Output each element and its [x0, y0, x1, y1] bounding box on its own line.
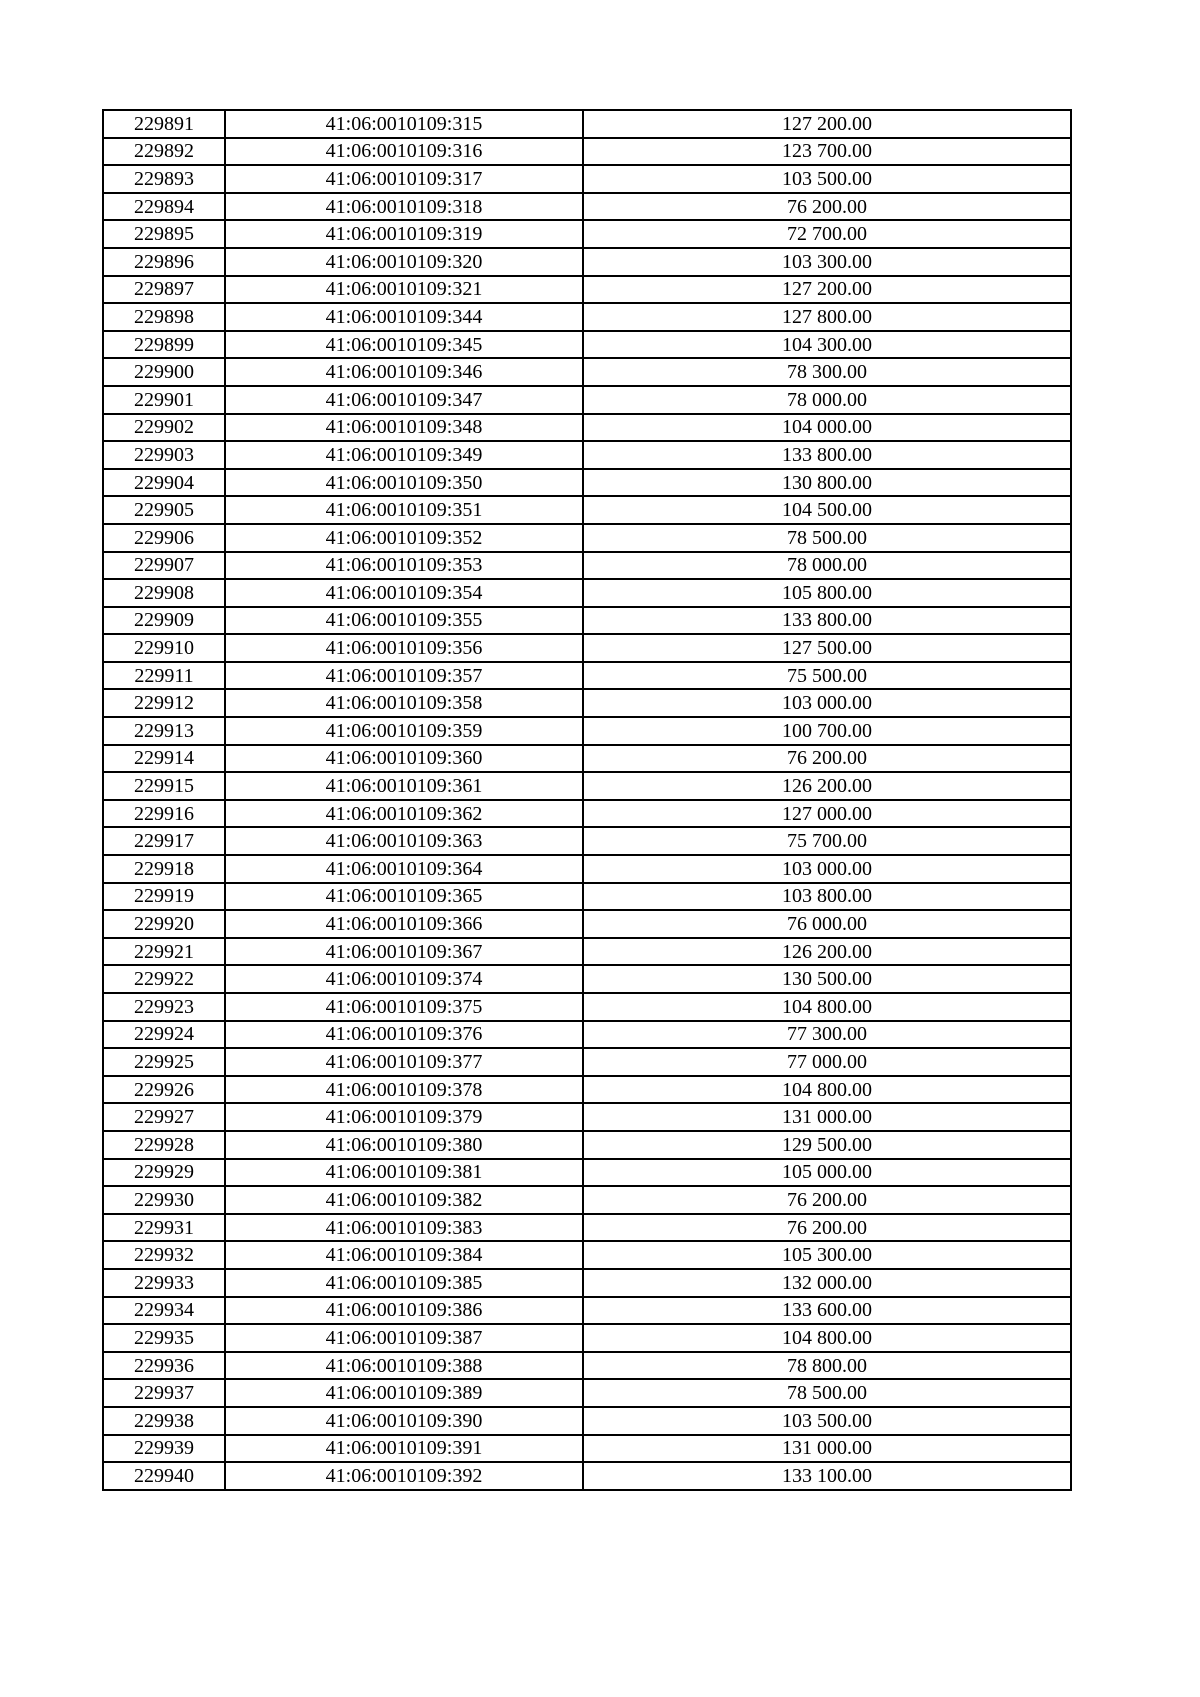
cadastral-number-cell: 41:06:0010109:382 — [225, 1186, 583, 1214]
cadastral-number-cell: 41:06:0010109:346 — [225, 358, 583, 386]
table-row — [103, 1435, 1071, 1463]
table-row — [103, 1159, 1071, 1187]
cadastral-number-cell: 41:06:0010109:316 — [225, 138, 583, 166]
cadastral-number-cell: 41:06:0010109:358 — [225, 689, 583, 717]
cadastral-value-cell: 127 000.00 — [583, 800, 1071, 828]
cadastral-value-cell: 103 300.00 — [583, 248, 1071, 276]
cadastral-number-cell: 41:06:0010109:383 — [225, 1214, 583, 1242]
table-row — [103, 524, 1071, 552]
cadastral-number-cell: 41:06:0010109:315 — [225, 110, 583, 138]
cadastral-number-cell: 41:06:0010109:347 — [225, 386, 583, 414]
cadastral-value-cell: 123 700.00 — [583, 138, 1071, 166]
table-body — [103, 110, 1071, 1490]
table-row — [103, 1214, 1071, 1242]
cadastral-number-cell: 41:06:0010109:348 — [225, 414, 583, 442]
cadastral-number-cell: 41:06:0010109:378 — [225, 1076, 583, 1104]
table-row — [103, 662, 1071, 690]
cadastral-number-cell: 41:06:0010109:319 — [225, 220, 583, 248]
cadastral-value-cell: 78 300.00 — [583, 358, 1071, 386]
cadastral-value-cell: 77 300.00 — [583, 1021, 1071, 1049]
cadastral-number-cell: 41:06:0010109:374 — [225, 965, 583, 993]
cadastral-value-cell: 78 000.00 — [583, 386, 1071, 414]
row-number-cell: 229898 — [103, 303, 225, 331]
cadastral-number-cell: 41:06:0010109:386 — [225, 1297, 583, 1325]
row-number-cell: 229915 — [103, 772, 225, 800]
cadastral-value-cell: 76 200.00 — [583, 193, 1071, 221]
cadastral-number-cell: 41:06:0010109:355 — [225, 607, 583, 635]
cadastral-number-cell: 41:06:0010109:366 — [225, 910, 583, 938]
row-number-cell: 229923 — [103, 993, 225, 1021]
row-number-cell: 229931 — [103, 1214, 225, 1242]
table-row — [103, 827, 1071, 855]
row-number-cell: 229935 — [103, 1324, 225, 1352]
row-number-cell: 229908 — [103, 579, 225, 607]
row-number-cell: 229906 — [103, 524, 225, 552]
row-number-cell: 229895 — [103, 220, 225, 248]
cadastral-number-cell: 41:06:0010109:360 — [225, 745, 583, 773]
cadastral-number-cell: 41:06:0010109:352 — [225, 524, 583, 552]
table-row — [103, 1048, 1071, 1076]
cadastral-value-cell: 127 200.00 — [583, 110, 1071, 138]
cadastral-value-cell: 105 000.00 — [583, 1159, 1071, 1187]
cadastral-value-cell: 126 200.00 — [583, 772, 1071, 800]
table-row — [103, 441, 1071, 469]
row-number-cell: 229897 — [103, 276, 225, 304]
table-row — [103, 634, 1071, 662]
row-number-cell: 229913 — [103, 717, 225, 745]
table-row — [103, 110, 1071, 138]
cadastral-number-cell: 41:06:0010109:354 — [225, 579, 583, 607]
row-number-cell: 229900 — [103, 358, 225, 386]
row-number-cell: 229929 — [103, 1159, 225, 1187]
cadastral-value-cell: 78 500.00 — [583, 524, 1071, 552]
row-number-cell: 229912 — [103, 689, 225, 717]
table-row — [103, 965, 1071, 993]
cadastral-value-cell: 76 200.00 — [583, 1214, 1071, 1242]
cadastral-value-cell: 103 800.00 — [583, 883, 1071, 911]
cadastral-number-cell: 41:06:0010109:321 — [225, 276, 583, 304]
cadastral-number-cell: 41:06:0010109:345 — [225, 331, 583, 359]
table-row — [103, 772, 1071, 800]
row-number-cell: 229940 — [103, 1462, 225, 1490]
row-number-cell: 229911 — [103, 662, 225, 690]
cadastral-value-cell: 105 300.00 — [583, 1241, 1071, 1269]
table-row — [103, 579, 1071, 607]
row-number-cell: 229927 — [103, 1103, 225, 1131]
cadastral-value-cell: 104 800.00 — [583, 1324, 1071, 1352]
row-number-cell: 229904 — [103, 469, 225, 497]
cadastral-number-cell: 41:06:0010109:389 — [225, 1379, 583, 1407]
cadastral-value-cell: 103 500.00 — [583, 165, 1071, 193]
row-number-cell: 229891 — [103, 110, 225, 138]
table-row — [103, 910, 1071, 938]
table-row — [103, 1103, 1071, 1131]
row-number-cell: 229909 — [103, 607, 225, 635]
row-number-cell: 229901 — [103, 386, 225, 414]
cadastral-number-cell: 41:06:0010109:375 — [225, 993, 583, 1021]
table-row — [103, 1324, 1071, 1352]
cadastral-value-cell: 133 800.00 — [583, 607, 1071, 635]
cadastral-number-cell: 41:06:0010109:317 — [225, 165, 583, 193]
cadastral-number-cell: 41:06:0010109:350 — [225, 469, 583, 497]
cadastral-value-table — [102, 109, 1072, 1491]
cadastral-value-cell: 103 000.00 — [583, 855, 1071, 883]
table-row — [103, 303, 1071, 331]
cadastral-value-cell: 78 000.00 — [583, 552, 1071, 580]
cadastral-number-cell: 41:06:0010109:385 — [225, 1269, 583, 1297]
cadastral-value-cell: 76 200.00 — [583, 1186, 1071, 1214]
table-row — [103, 1076, 1071, 1104]
row-number-cell: 229916 — [103, 800, 225, 828]
cadastral-number-cell: 41:06:0010109:367 — [225, 938, 583, 966]
cadastral-value-cell: 103 500.00 — [583, 1407, 1071, 1435]
row-number-cell: 229905 — [103, 496, 225, 524]
table-row — [103, 1186, 1071, 1214]
table-row — [103, 193, 1071, 221]
row-number-cell: 229894 — [103, 193, 225, 221]
row-number-cell: 229936 — [103, 1352, 225, 1380]
row-number-cell: 229896 — [103, 248, 225, 276]
cadastral-number-cell: 41:06:0010109:387 — [225, 1324, 583, 1352]
row-number-cell: 229933 — [103, 1269, 225, 1297]
table-row — [103, 386, 1071, 414]
row-number-cell: 229893 — [103, 165, 225, 193]
cadastral-value-cell: 129 500.00 — [583, 1131, 1071, 1159]
cadastral-number-cell: 41:06:0010109:364 — [225, 855, 583, 883]
row-number-cell: 229919 — [103, 883, 225, 911]
row-number-cell: 229910 — [103, 634, 225, 662]
cadastral-number-cell: 41:06:0010109:377 — [225, 1048, 583, 1076]
cadastral-number-cell: 41:06:0010109:365 — [225, 883, 583, 911]
table-row — [103, 414, 1071, 442]
cadastral-value-cell: 126 200.00 — [583, 938, 1071, 966]
table-row — [103, 1021, 1071, 1049]
cadastral-number-cell: 41:06:0010109:357 — [225, 662, 583, 690]
row-number-cell: 229903 — [103, 441, 225, 469]
cadastral-value-cell: 72 700.00 — [583, 220, 1071, 248]
row-number-cell: 229922 — [103, 965, 225, 993]
cadastral-value-cell: 104 000.00 — [583, 414, 1071, 442]
row-number-cell: 229939 — [103, 1435, 225, 1463]
cadastral-value-cell: 78 800.00 — [583, 1352, 1071, 1380]
table-row — [103, 607, 1071, 635]
table-row — [103, 745, 1071, 773]
cadastral-number-cell: 41:06:0010109:353 — [225, 552, 583, 580]
cadastral-value-cell: 133 800.00 — [583, 441, 1071, 469]
row-number-cell: 229924 — [103, 1021, 225, 1049]
cadastral-value-cell: 104 300.00 — [583, 331, 1071, 359]
cadastral-number-cell: 41:06:0010109:390 — [225, 1407, 583, 1435]
table-row — [103, 1269, 1071, 1297]
table-row — [103, 938, 1071, 966]
row-number-cell: 229921 — [103, 938, 225, 966]
cadastral-number-cell: 41:06:0010109:344 — [225, 303, 583, 331]
cadastral-number-cell: 41:06:0010109:351 — [225, 496, 583, 524]
table-row — [103, 552, 1071, 580]
table-row — [103, 1379, 1071, 1407]
table-row — [103, 496, 1071, 524]
cadastral-number-cell: 41:06:0010109:381 — [225, 1159, 583, 1187]
table-row — [103, 689, 1071, 717]
table-row — [103, 1352, 1071, 1380]
cadastral-number-cell: 41:06:0010109:376 — [225, 1021, 583, 1049]
table-row — [103, 469, 1071, 497]
row-number-cell: 229918 — [103, 855, 225, 883]
cadastral-number-cell: 41:06:0010109:392 — [225, 1462, 583, 1490]
cadastral-value-cell: 127 200.00 — [583, 276, 1071, 304]
cadastral-number-cell: 41:06:0010109:356 — [225, 634, 583, 662]
cadastral-value-cell: 104 800.00 — [583, 1076, 1071, 1104]
table-row — [103, 248, 1071, 276]
cadastral-number-cell: 41:06:0010109:362 — [225, 800, 583, 828]
table-row — [103, 220, 1071, 248]
table-row — [103, 1462, 1071, 1490]
row-number-cell: 229914 — [103, 745, 225, 773]
cadastral-value-cell: 130 500.00 — [583, 965, 1071, 993]
table-row — [103, 1131, 1071, 1159]
cadastral-value-cell: 78 500.00 — [583, 1379, 1071, 1407]
cadastral-number-cell: 41:06:0010109:363 — [225, 827, 583, 855]
row-number-cell: 229932 — [103, 1241, 225, 1269]
table-row — [103, 1241, 1071, 1269]
cadastral-number-cell: 41:06:0010109:320 — [225, 248, 583, 276]
cadastral-number-cell: 41:06:0010109:318 — [225, 193, 583, 221]
cadastral-number-cell: 41:06:0010109:391 — [225, 1435, 583, 1463]
table-row — [103, 138, 1071, 166]
cadastral-number-cell: 41:06:0010109:384 — [225, 1241, 583, 1269]
row-number-cell: 229907 — [103, 552, 225, 580]
cadastral-value-cell: 76 200.00 — [583, 745, 1071, 773]
table-row — [103, 358, 1071, 386]
cadastral-number-cell: 41:06:0010109:380 — [225, 1131, 583, 1159]
cadastral-value-cell: 127 500.00 — [583, 634, 1071, 662]
table-row — [103, 331, 1071, 359]
cadastral-number-cell: 41:06:0010109:361 — [225, 772, 583, 800]
row-number-cell: 229930 — [103, 1186, 225, 1214]
cadastral-value-cell: 104 500.00 — [583, 496, 1071, 524]
cadastral-number-cell: 41:06:0010109:379 — [225, 1103, 583, 1131]
cadastral-value-cell: 127 800.00 — [583, 303, 1071, 331]
table-row — [103, 717, 1071, 745]
cadastral-value-cell: 131 000.00 — [583, 1435, 1071, 1463]
row-number-cell: 229938 — [103, 1407, 225, 1435]
cadastral-value-cell: 133 100.00 — [583, 1462, 1071, 1490]
cadastral-value-cell: 100 700.00 — [583, 717, 1071, 745]
row-number-cell: 229892 — [103, 138, 225, 166]
row-number-cell: 229902 — [103, 414, 225, 442]
table-row — [103, 1407, 1071, 1435]
row-number-cell: 229937 — [103, 1379, 225, 1407]
cadastral-number-cell: 41:06:0010109:349 — [225, 441, 583, 469]
cadastral-value-cell: 75 500.00 — [583, 662, 1071, 690]
cadastral-value-cell: 77 000.00 — [583, 1048, 1071, 1076]
table-row — [103, 1297, 1071, 1325]
cadastral-number-cell: 41:06:0010109:388 — [225, 1352, 583, 1380]
row-number-cell: 229925 — [103, 1048, 225, 1076]
row-number-cell: 229928 — [103, 1131, 225, 1159]
table-row — [103, 855, 1071, 883]
cadastral-value-cell: 75 700.00 — [583, 827, 1071, 855]
row-number-cell: 229917 — [103, 827, 225, 855]
cadastral-value-cell: 76 000.00 — [583, 910, 1071, 938]
table-row — [103, 165, 1071, 193]
cadastral-number-cell: 41:06:0010109:359 — [225, 717, 583, 745]
row-number-cell: 229920 — [103, 910, 225, 938]
table-row — [103, 883, 1071, 911]
cadastral-value-cell: 103 000.00 — [583, 689, 1071, 717]
row-number-cell: 229934 — [103, 1297, 225, 1325]
cadastral-value-cell: 132 000.00 — [583, 1269, 1071, 1297]
cadastral-value-cell: 130 800.00 — [583, 469, 1071, 497]
table-row — [103, 993, 1071, 1021]
table-row — [103, 276, 1071, 304]
row-number-cell: 229926 — [103, 1076, 225, 1104]
row-number-cell: 229899 — [103, 331, 225, 359]
cadastral-value-cell: 104 800.00 — [583, 993, 1071, 1021]
cadastral-value-cell: 133 600.00 — [583, 1297, 1071, 1325]
cadastral-value-cell: 105 800.00 — [583, 579, 1071, 607]
table-row — [103, 800, 1071, 828]
cadastral-value-cell: 131 000.00 — [583, 1103, 1071, 1131]
